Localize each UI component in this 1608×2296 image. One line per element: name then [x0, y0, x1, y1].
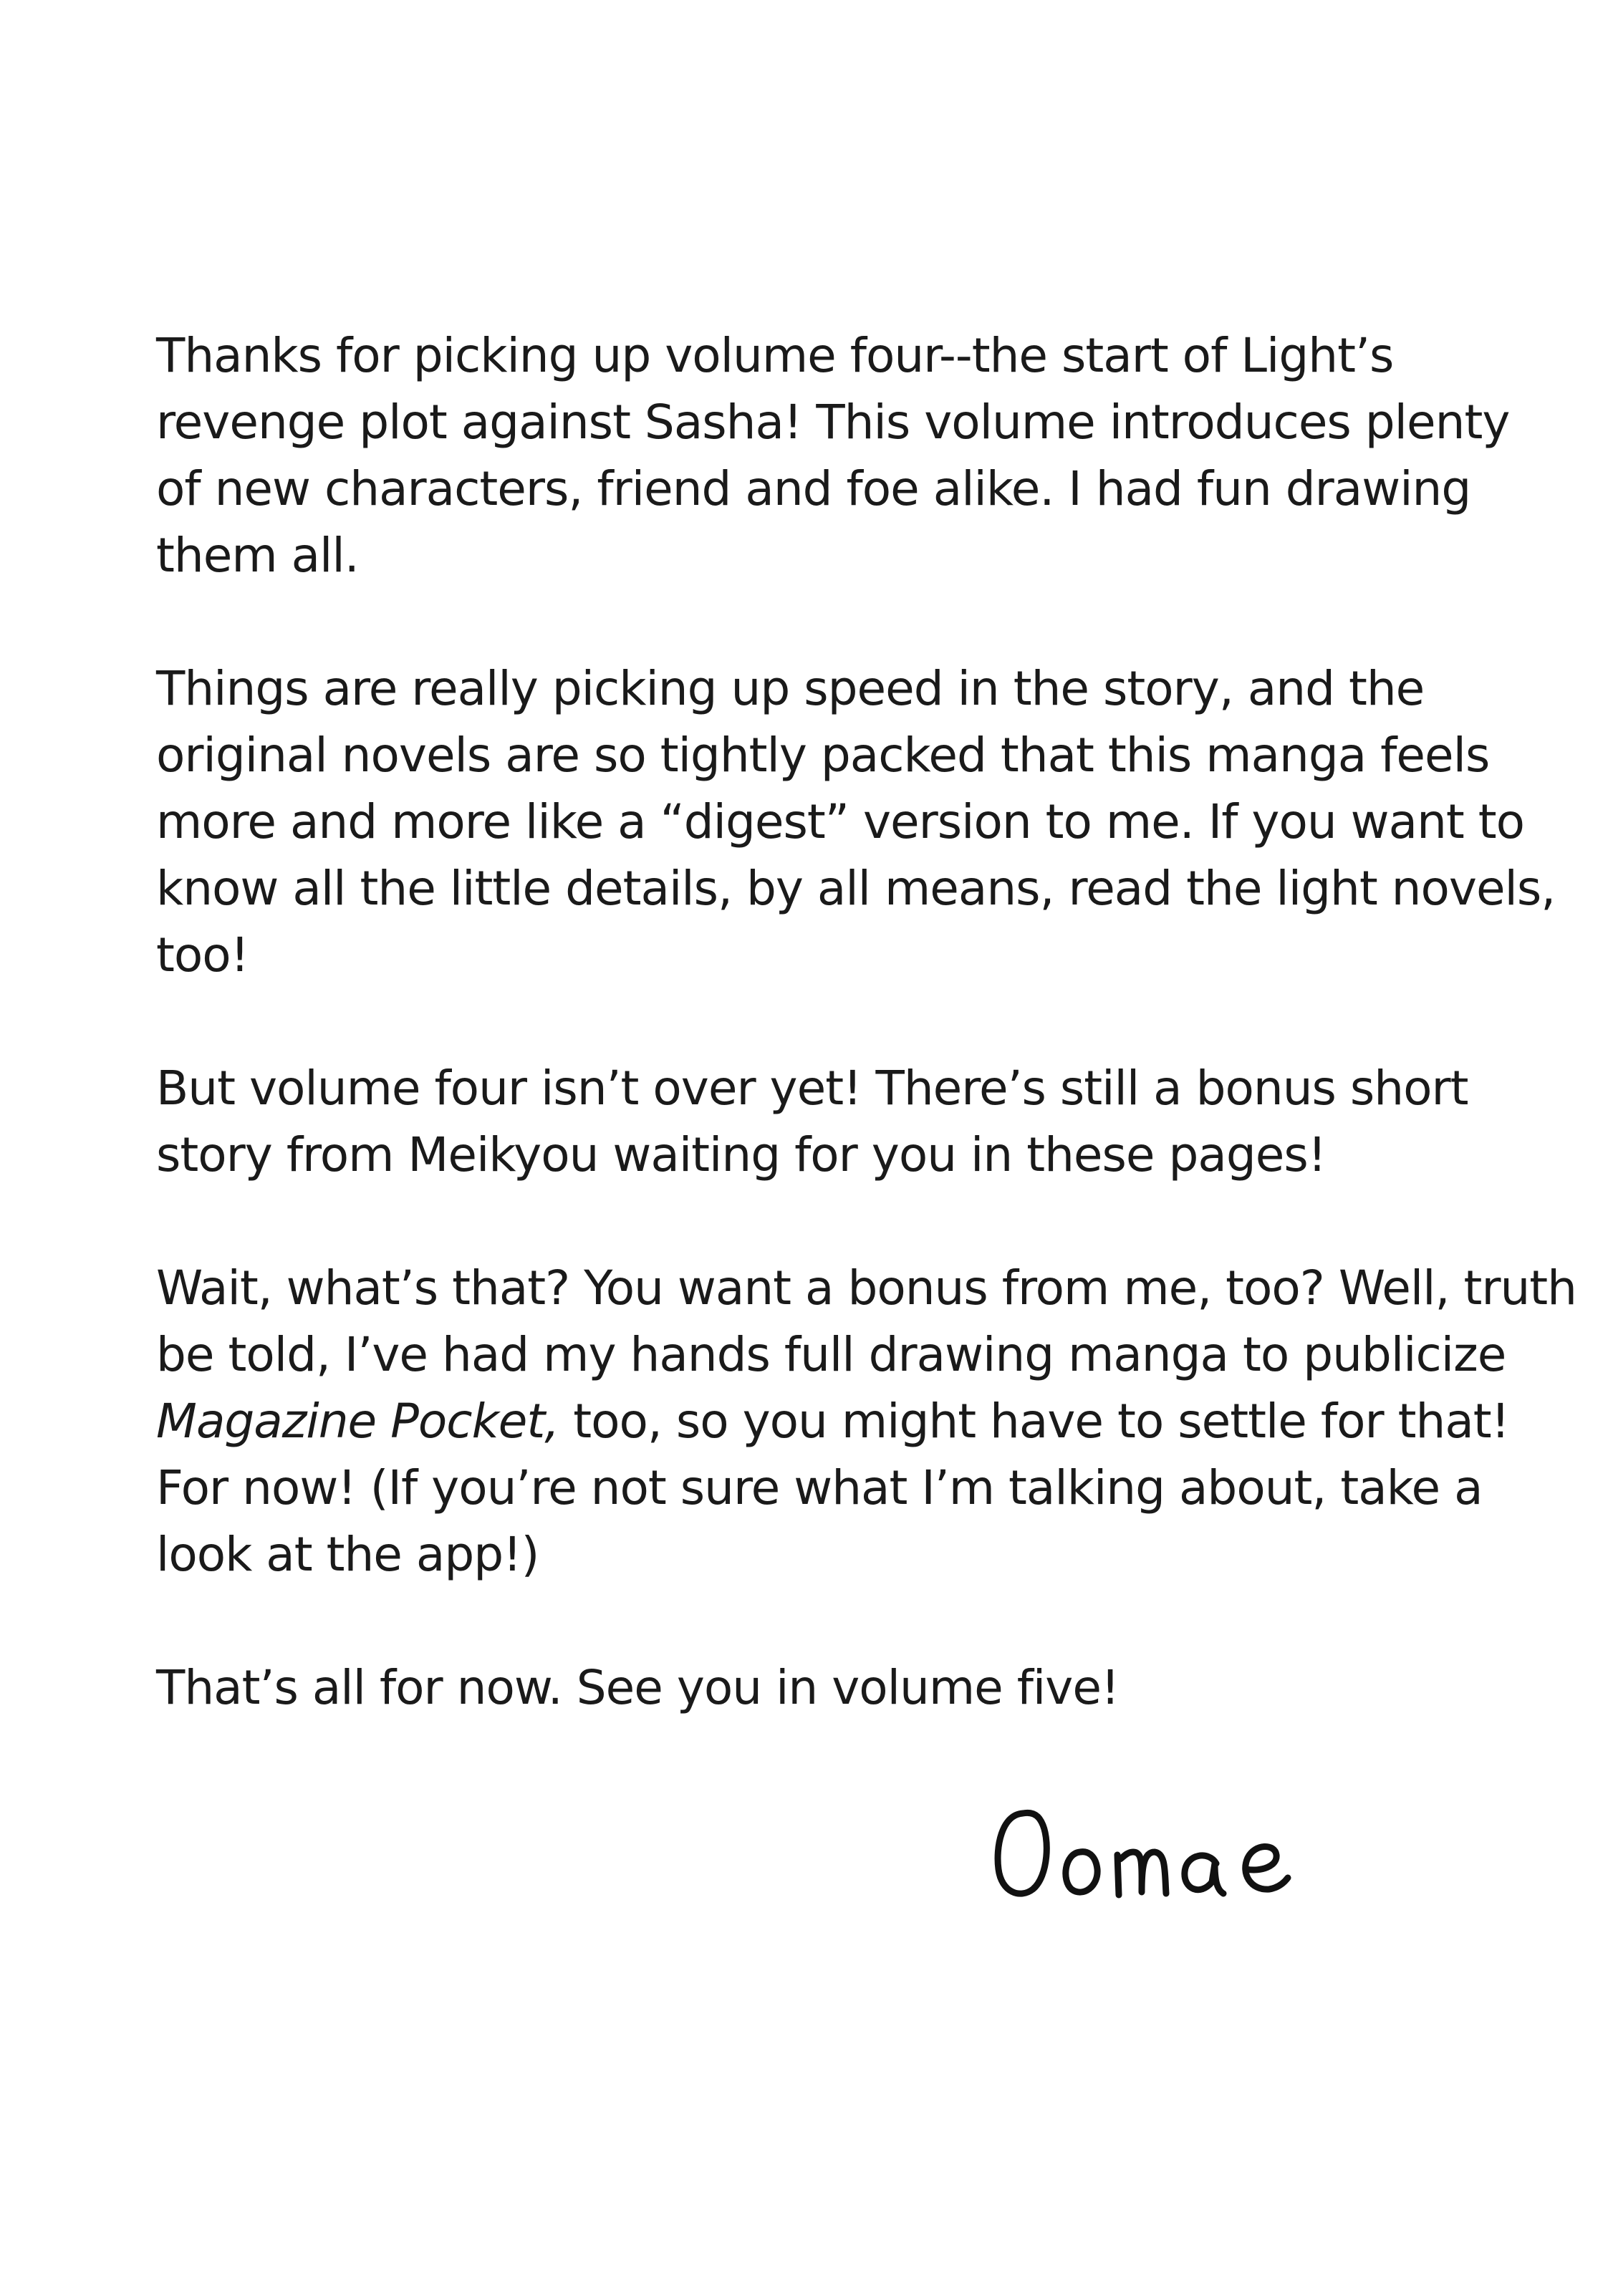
- text-line: [156, 1388, 1510, 1455]
- text-line: But volume four isn’t over yet! There’s still a bonus short: [156, 1061, 1468, 1116]
- text-line: Things are really picking up speed in the story, and the: [156, 661, 1425, 716]
- text-line: story from Meikyou waiting for you in these pages!: [156, 1127, 1327, 1182]
- text-line: of new characters, friend and foe alike. I had fun drawing: [156, 461, 1471, 516]
- text-line: them all.: [156, 528, 359, 583]
- paragraph-1: [156, 322, 1510, 589]
- afterword-letter: [156, 322, 1577, 1721]
- paragraph-3: [156, 1055, 1468, 1188]
- text-line: original novels are so tightly packed that this manga feels: [156, 728, 1490, 783]
- text-line: That’s all for now. See you in volume five!: [156, 1660, 1120, 1715]
- text-line: know all the little details, by all means, read the light novels,: [156, 861, 1556, 916]
- signature: [988, 1798, 1304, 1905]
- text-span: too, so you might have to settle for that!: [559, 1394, 1510, 1449]
- text-line: too!: [156, 927, 249, 983]
- text-line: Thanks for picking up volume four--the start of Light’s: [156, 328, 1394, 383]
- text-line: be told, I’ve had my hands full drawing manga to publicize: [156, 1327, 1506, 1382]
- paragraph-4: [156, 1255, 1577, 1588]
- magazine-title: Magazine Pocket,: [156, 1394, 559, 1449]
- paragraph-5: [156, 1654, 1431, 1721]
- text-line: Wait, what’s that? You want a bonus from me, too? Well, truth: [156, 1260, 1577, 1316]
- text-line: look at the app!): [156, 1527, 539, 1582]
- text-line: revenge plot against Sasha! This volume introduces plenty: [156, 395, 1510, 450]
- paragraph-2: [156, 655, 1556, 988]
- text-line: For now! (If you’re not sure what I’m talking about, take a: [156, 1460, 1483, 1515]
- text-line: more and more like a “digest” version to me. If you want to: [156, 794, 1525, 849]
